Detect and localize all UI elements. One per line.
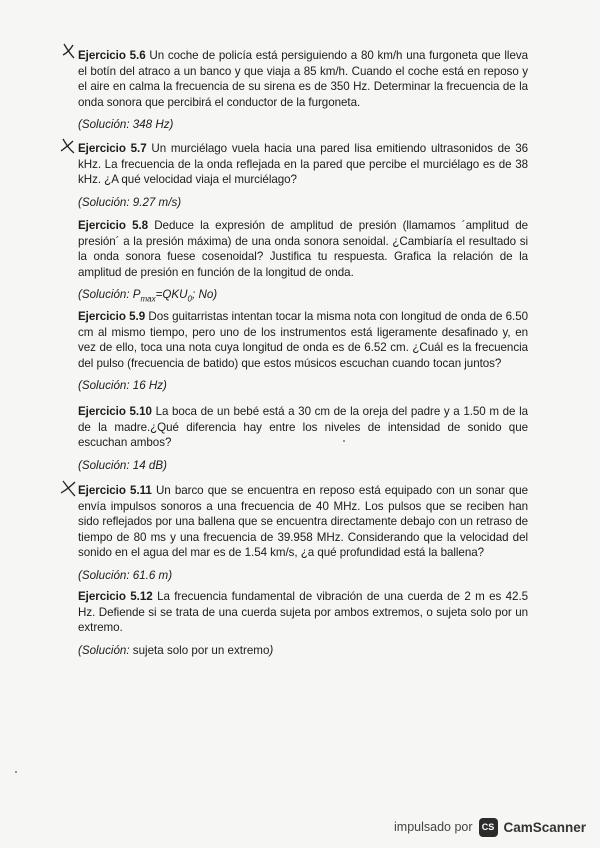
x-mark-icon <box>59 478 79 498</box>
exercise-solution: (Solución: $P_{max}=QKU_0$; No) <box>78 288 218 304</box>
exercise-body: Deduce la expresión de amplitud de presión (llamamos ´amplitud de presión´ a la presión máxima) de una onda sonora senoidal. ¿Cambiaría el resultado si la onda sonora fuese cosenoidal? Justifica tu respuesta. Grafica la relación de la amplitud de presión en función de la longitud de onda. <box>78 219 529 279</box>
camscanner-logo-icon: CS <box>479 818 498 837</box>
exercise-body: La frecuencia fundamental de vibración de una cuerda de 2 m es 42.5 Hz. Defiende si se trata de una cuerda sujeta por ambos extremos, o sujeta solo por un extremo. <box>78 590 529 635</box>
x-mark-icon <box>59 137 77 155</box>
exercise-5-7 <box>78 141 528 209</box>
scan-speck <box>343 440 345 442</box>
exercise-body: Un barco que se encuentra en reposo está equipado con un sonar que envía impulsos sonoros a una frecuencia de 40 MHz. Los pulsos que se reciben han sido reflejados por una ballena que se encuentra directamente debajo con un retraso de tiempo de 80 ms y una frecuencia de 39.958 MHz. Considerando que la velocidad del sonido en el agua del mar es de 1.54 km/s, ¿a qué profundidad está la ballena? <box>78 484 529 560</box>
exercise-5-8 <box>78 218 528 304</box>
exercise-title: Ejercicio 5.12 <box>78 590 153 603</box>
exercise-body: Un coche de policía está persiguiendo a 80 km/h una furgoneta que lleva el botín del atraco a un banco y que viaja a 85 km/h. Cuando el coche está en reposo y el aire en calma la frecuencia de su sirena es de 350 Hz. Determinar la frecuencia de la onda sonora que percibirá el conductor de la furgoneta. <box>78 49 528 109</box>
exercise-body: Dos guitarristas intentan tocar la misma nota con longitud de onda de 6.50 cm al mismo tiempo, pero uno de los instrumentos está ligeramente desafinado y, en vez de ello, toca una nota cuya longitud de onda es de 6.52 cm. ¿Cuál es la frecuencia del pulso (frecuencia de batido) que estos músicos escuchan cuando tocan juntos? <box>78 310 528 370</box>
exercise-title: Ejercicio 5.10 <box>78 405 152 418</box>
x-mark-icon <box>61 42 77 60</box>
exercise-title: Ejercicio 5.9 <box>78 310 146 323</box>
scan-speck <box>15 771 17 773</box>
exercise-5-9 <box>78 309 528 392</box>
exercise-5-12 <box>78 589 528 657</box>
exercise-body: La boca de un bebé está a 30 cm de la oreja del padre y a 1.50 m de la de la madre.¿Qué diferencia hay entre los niveles de intensidad de sonido que escuchan ambos? <box>78 405 528 450</box>
exercise-solution: (Solución: 14 dB) <box>78 458 167 472</box>
exercise-title: Ejercicio 5.11 <box>78 484 152 497</box>
watermark-brand: CamScanner <box>503 819 587 835</box>
exercise-solution: (Solución: 9.27 m/s) <box>78 195 182 209</box>
exercise-5-10 <box>78 404 528 472</box>
exercise-solution: (Solución: sujeta solo por un extremo) <box>78 643 274 657</box>
camscanner-watermark <box>394 816 586 838</box>
exercise-body: Un murciélago vuela hacia una pared lisa emitiendo ultrasonidos de 36 kHz. La frecuencia de la onda reflejada en la pared que percibe el murciélago es de 38 kHz. ¿A qué velocidad viaja el murciélago? <box>78 142 528 187</box>
exercise-title: Ejercicio 5.6 <box>78 49 146 62</box>
exercise-5-6 <box>78 48 528 131</box>
exercise-5-11 <box>78 483 528 582</box>
exercise-solution: (Solución: 61.6 m) <box>78 568 173 582</box>
exercise-solution: (Solución: 16 Hz) <box>78 379 167 393</box>
exercise-title: Ejercicio 5.8 <box>78 219 149 232</box>
exercise-title: Ejercicio 5.7 <box>78 142 147 155</box>
watermark-prefix: impulsado por <box>394 820 473 834</box>
exercise-solution: (Solución: 348 Hz) <box>78 118 174 132</box>
